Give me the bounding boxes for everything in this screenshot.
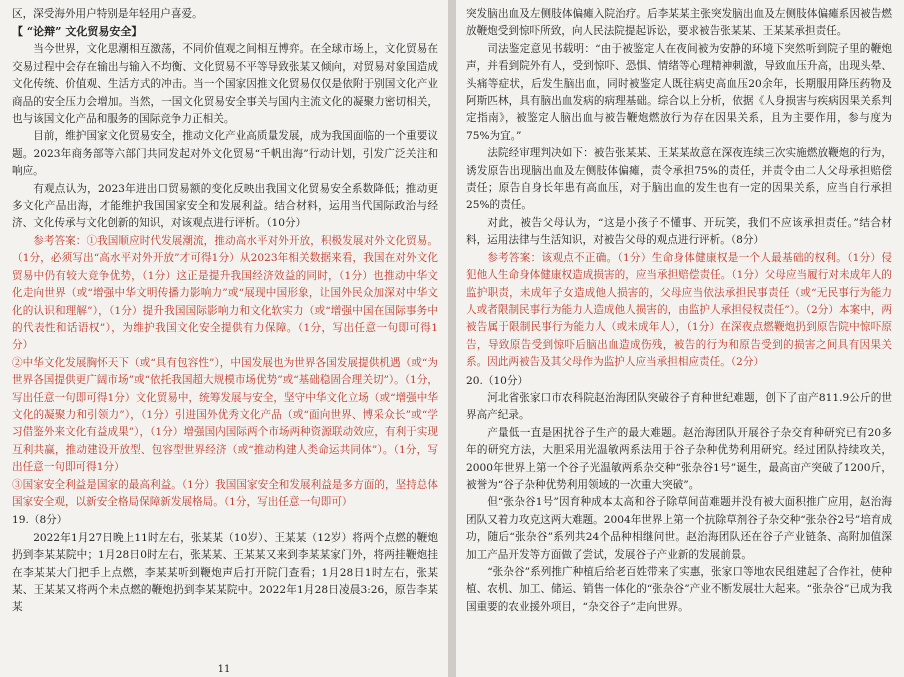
right-paragraph-5: 20.（10分）: [466, 374, 529, 387]
right-paragraph-2: 法院经审理判决如下：被告张某某、王某某故意在深夜连续三次实施燃放鞭炮的行为，诱发原告出现脑出血及左侧肢体偏瘫，责令承担75%的责任，并责令由二人父母承担赔偿责任；原告自身长年患有高血压，对于脑出血的发生也有一定的因果关系，应当自行承担25%的责任。: [466, 147, 892, 212]
right-paragraph-8: 但“张杂谷1号”因育种成本太高和谷子除草间苗难题并没有被大面积推广应用，赵治海团队又着力攻克这两大难题。2004年世界上第一个抗除草剂谷子杂交种“张杂谷2号”培育成功，随后“张杂谷”系列共24个品种相继问世。赵治海团队还在谷子产业链条、高附加值深加工产品开发等方面做了尝试，发展谷子产业新的发展前景。: [466, 496, 892, 561]
left-paragraph-3: 目前，维护国家文化贸易安全，推动文化产业高质量发展，成为我国面临的一个重要议题。2023年商务部等六部门共同发起对外文化贸易“千帆出海”行动计划，引发广泛关注和响应。: [12, 130, 438, 178]
right-paragraph-6: 河北省张家口市农科院赵治海团队突破谷子育种世纪难题，创下了亩产811.9公斤的世界高产纪录。: [466, 391, 892, 422]
left-paragraph-9: 2022年1月27日晚上11时左右，张某某（10岁）、王某某（12岁）将两个点燃的鞭炮扔到李某某院中；1月28日0时左右，张某某、王某某又来到李某某家门外，将两挂鞭炮挂在李某某大门把手上点燃，李某某听到鞭炮声后打开院门查看；1月28日1时左右，张某某、王某某又将两个未点燃的鞭炮扔到李某某院中。2022年1月28日凌晨3:26，原告李某某: [12, 531, 438, 614]
right-paragraph-9: “张杂谷”系列推广种植后给老百姓带来了实惠，张家口等地农民组建起了合作社，使种植、农机、加工、储运、销售一体化的“张杂谷”产业不断发展壮大起来。“张杂谷”已成为我国重要的农业援外项目，“杂交谷子”走向世界。: [466, 566, 892, 613]
left-paragraph-1: 【 “论辩” 文化贸易安全】: [12, 25, 143, 39]
right-paragraph-1: 司法鉴定意见书载明：“由于被鉴定人在夜间被为安静的环境下突然听到院子里的鞭炮声，并看到院外有人，受到惊吓、恐惧、情绪等心理精神刺激，导致血压升高，出现头晕、头痛等症状，后发生脑出血，同时被鉴定人既往病史高血压20余年，长期服用降压药物及阿斯匹林，具有脑出血发病的病理基础。综合以上分析，依据《人身损害与疾病因果关系判定指南》，被鉴定人脑出血与被告鞭炮燃放行为存在因果关系，且为主要作用，参与度为75%为宜。”: [466, 42, 892, 142]
left-text: [12, 6, 438, 617]
right-paragraph-0: 突发脑出血及左侧肢体偏瘫入院治疗。后李某某主张突发脑出血及左侧肢体偏瘫系因被告燃放鞭炮受到惊吓所致，向人民法院提起诉讼，要求被告张某某、王某某承担责任。: [466, 8, 892, 38]
right-text: [466, 6, 892, 616]
left-paragraph-6: ②中华文化发展胸怀天下（或“具有包容性”），中国发展也为世界各国发展提供机遇（或“为世界各国提供更广阔市场”或“依托我国超大规模市场优势”或“基础稳固合理关切”）。（1分，写出任意一句即可得1分）文化贸易中，统筹发展与安全，坚守中华文化立场（或“增强中华文化的凝聚力和引领力”），（1分）引进国外优秀文化产品（或“面向世界、博采众长”或“学习借鉴外来文化有益成果”），（1分）增强国内国际两个市场两种资源联动效应，有利于实现互利共赢，推动建设开放型、包容型世界经济（或“推动构建人类命运共同体”）。（1分，写出任意一句即可得1分）: [12, 356, 438, 474]
right-page: [456, 0, 904, 677]
left-paragraph-4: 有观点认为，2023年进出口贸易额的变化反映出我国文化贸易安全系数降低；推动更多文化产品出海，才能维护我国国家安全和发展利益。结合材料，运用当代国际政治与经济、文化传承与文化创新的知识，对该观点进行评析。（10分）: [12, 182, 438, 230]
left-paragraph-2: 当今世界，文化思潮相互激荡，不同价值观之间相互博弈。在全球市场上，文化贸易在交易过程中会存在输出与输入不均衡、文化贸易不平等导致张某又倾向，对贸易对象国造成文化传统、价值观、生活方式的冲击。当一个国家因推文化贸易仅仅是依附于别国文化产业商品的安全压力会增加。当然，一国文化贸易安全事关与国内主流文化的凝聚力密切相关，也与该国文化产品和服务的国际竞争力正相关。: [12, 43, 438, 126]
right-paragraph-3: 对此，被告父母认为，“这是小孩子不懂事、开玩笑，我们不应该承担责任。”结合材料，运用法律与生活知识，对被告父母的观点进行评析。（8分）: [466, 216, 892, 247]
left-paragraph-7: ③国家安全利益是国家的最高利益。（1分）我国国家安全和发展利益是多方面的，坚持总体国家安全观，以新安全格局保障新发展格局。（1分，写出任意一句即可）: [12, 478, 438, 508]
left-page: [0, 0, 448, 677]
left-paragraph-0: 区，深受海外用户特别是年轻用户喜爱。: [12, 8, 203, 20]
page-number: 11: [217, 664, 231, 675]
right-paragraph-4: 参考答案：该观点不正确。（1分）生命身体健康权是一个人最基础的权利。（1分）侵犯他人生命身体健康权造成损害的，应当承担赔偿责任。（1分）父母应当履行对未成年人的监护职责，未成年子女造成他人损害的，父母应当依法承担民事责任（或“无民事行为能力人或者限制民事行为能力人造成他人损害的，由监护人承担侵权责任”）。（2分）本案中，两被告属于限制民事行为能力人（或未成年人），（1分）在深夜点燃鞭炮扔到原告院中惊吓原告，导致原告受到惊吓后脑出血造成伤残，被告的行为和原告受到的损害之间具有因果关系。因此两被告及其父母作为监护人应当承担相应责任。（2分）: [466, 251, 892, 369]
page-gutter: [448, 0, 456, 677]
left-paragraph-8: 19.（8分）: [12, 514, 68, 527]
right-paragraph-7: 产量低一直是困扰谷子生产的最大难题。赵治海团队开展谷子杂交育种研究已有20多年的研究方法，大胆采用光温敏两系法用于谷子杂种优势利用研究。经过团队持续攻关，2000年世界上第一个谷子光温敏两系杂交种“张杂谷1号”诞生，最高亩产突破了1200斤，被誉为“谷子杂种优势利用领域的一次重大突破”。: [466, 426, 892, 491]
left-paragraph-5: 参考答案：①我国顺应时代发展潮流，推动高水平对外开放，积极发展对外文化贸易。（1分，必须写出“高水平对外开放”才可得1分）从2023年相关数据来看，我国在对外文化贸易中仍有较大竞争优势，（1分）这正是提升我国经济效益的同时，（1分）也推动中华文化走向世界（或“增强中华文明传播力影响力”或“展现中国形象，让国外民众加深对中华文化的认识和理解”），（1分）提升我国国际影响力和文化软实力（或“增强中国在国际事务中的代表性和话语权”），为维护我国文化安全提供有力保障。（1分，写出任意一句即可得1分）: [12, 234, 438, 352]
